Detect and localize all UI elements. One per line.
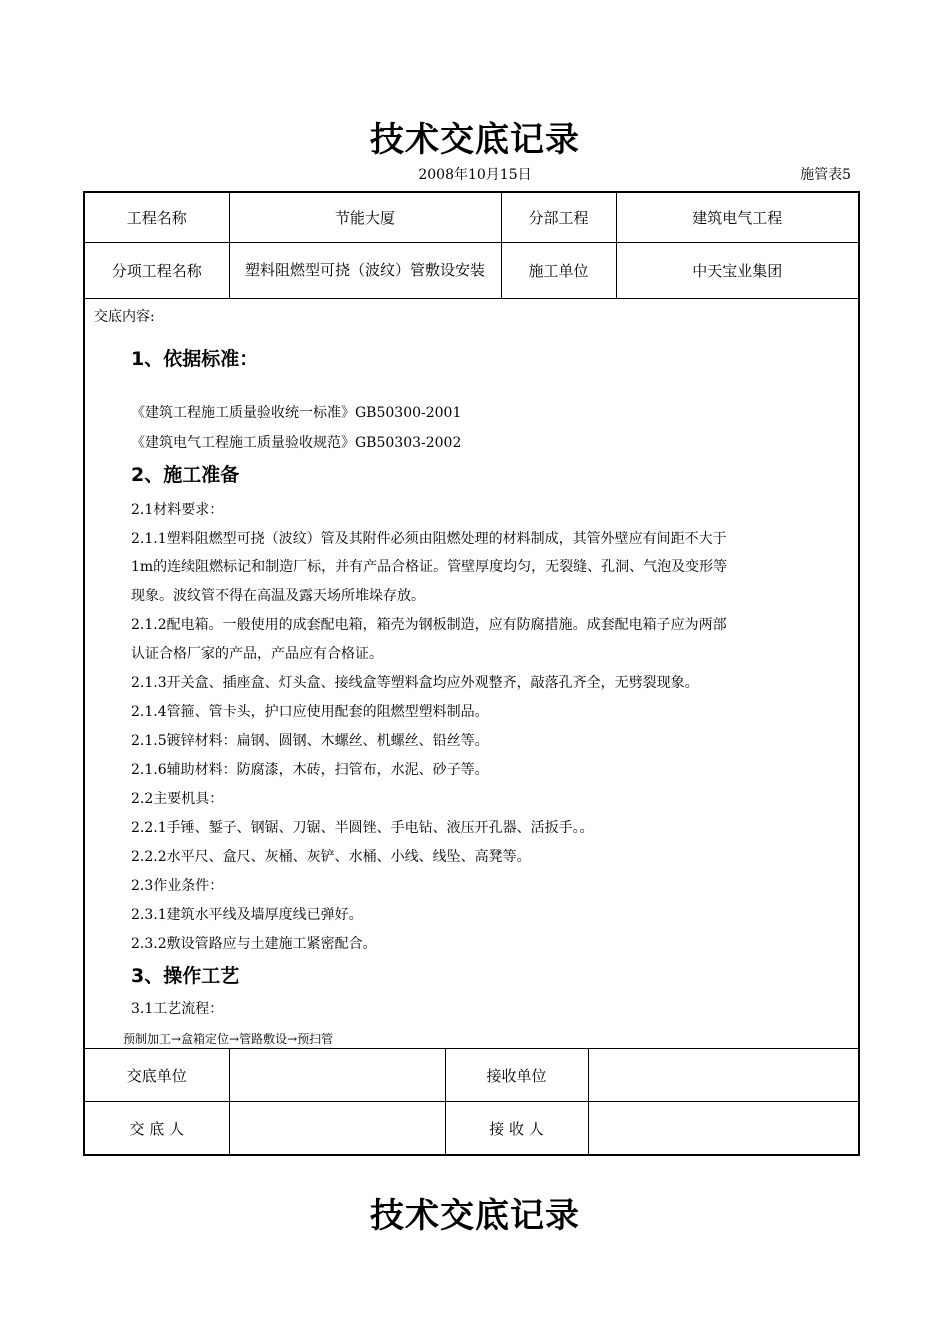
text-line: 2.3.1建筑水平线及墙厚度线已弹好。 (131, 907, 363, 923)
project-name-value: 节能大厦 (229, 193, 501, 242)
division-value: 建筑电气工程 (616, 193, 858, 242)
content-lead: 交底内容: (94, 309, 155, 325)
text-line: 2.2.1手锤、錾子、钢锯、刀锯、半圆锉、手电钻、液压开孔器、活扳手。。 (131, 820, 594, 836)
contractor-label: 施工单位 (501, 242, 616, 298)
text-line: 2.3作业条件： (131, 878, 224, 894)
text-line: 2.1.5镀锌材料：扁钢、圆钢、木螺丝、机螺丝、铅丝等。 (131, 733, 489, 749)
text-line: 2.2主要机具： (131, 791, 224, 807)
standard-1: 《建筑工程施工质量验收统一标准》GB50300-2001 (131, 405, 462, 421)
text-line: 现象。波纹管不得在高温及露天场所堆垛存放。 (131, 588, 425, 604)
text-line: 2.1.2配电箱。一般使用的成套配电箱，箱壳为钢板制造，应有防腐措施。成套配电箱子应为两部 (131, 617, 727, 633)
receiving-unit-value (588, 1049, 858, 1102)
text-line: 2.2.2水平尺、盒尺、灰桶、灰铲、水桶、小线、线坠、高凳等。 (131, 849, 531, 865)
project-name-label: 工程名称 (85, 193, 229, 242)
handover-person-value (229, 1102, 445, 1155)
subitem-value: 塑料阻燃型可挠（波纹）管敷设安装 (229, 242, 501, 298)
section-3-title: 3、操作工艺 (131, 965, 240, 987)
text-line: 2.3.2敷设管路应与土建施工紧密配合。 (131, 936, 377, 952)
record-date: 2008年10月15日 (418, 167, 532, 183)
page-title: 技术交底记录 (370, 120, 580, 160)
page-title-repeat: 技术交底记录 (370, 1196, 580, 1236)
text-line: 1m的连续阻燃标记和制造厂标，并有产品合格证。管壁厚度均匀，无裂缝、孔洞、气泡及变形等 (131, 559, 728, 575)
signature-table (85, 1048, 858, 1154)
handover-unit-label: 交底单位 (85, 1049, 229, 1102)
receiver-value (588, 1102, 858, 1155)
division-label: 分部工程 (501, 193, 616, 242)
receiving-unit-label: 接收单位 (445, 1049, 588, 1102)
handover-unit-value (229, 1049, 445, 1102)
subitem-label: 分项工程名称 (85, 242, 229, 298)
standard-2: 《建筑电气工程施工质量验收规范》GB50303-2002 (131, 435, 462, 451)
contractor-value: 中天宝业集团 (616, 242, 858, 298)
section-2-title: 2、施工准备 (131, 464, 240, 486)
text-line: 认证合格厂家的产品，产品应有合格证。 (131, 646, 383, 662)
text-line: 2.1.4管箍、管卡头，护口应使用配套的阻燃型塑料制品。 (131, 704, 489, 720)
header-table (85, 193, 858, 299)
process-flow: 预制加工→盒箱定位→管路敷设→预扫管 (123, 1032, 334, 1046)
form-number: 施管表5 (800, 167, 851, 183)
handover-person-label: 交 底 人 (85, 1102, 229, 1155)
text-line: 3.1工艺流程： (131, 1001, 224, 1017)
handover-content (85, 298, 858, 1054)
text-line: 2.1材料要求： (131, 502, 224, 518)
record-sheet (83, 191, 860, 1156)
text-line: 2.1.6辅助材料：防腐漆，木砖，扫管布，水泥、砂子等。 (131, 762, 489, 778)
receiver-label: 接 收 人 (445, 1102, 588, 1155)
text-line: 2.1.3开关盒、插座盒、灯头盒、接线盒等塑料盒均应外观整齐，敲落孔齐全，无劈裂现象。 (131, 675, 699, 691)
section-1-title: 1、依据标准： (131, 348, 259, 370)
text-line: 2.1.1塑料阻燃型可挠（波纹）管及其附件必须由阻燃处理的材料制成，其管外壁应有间距不大于 (131, 531, 727, 547)
